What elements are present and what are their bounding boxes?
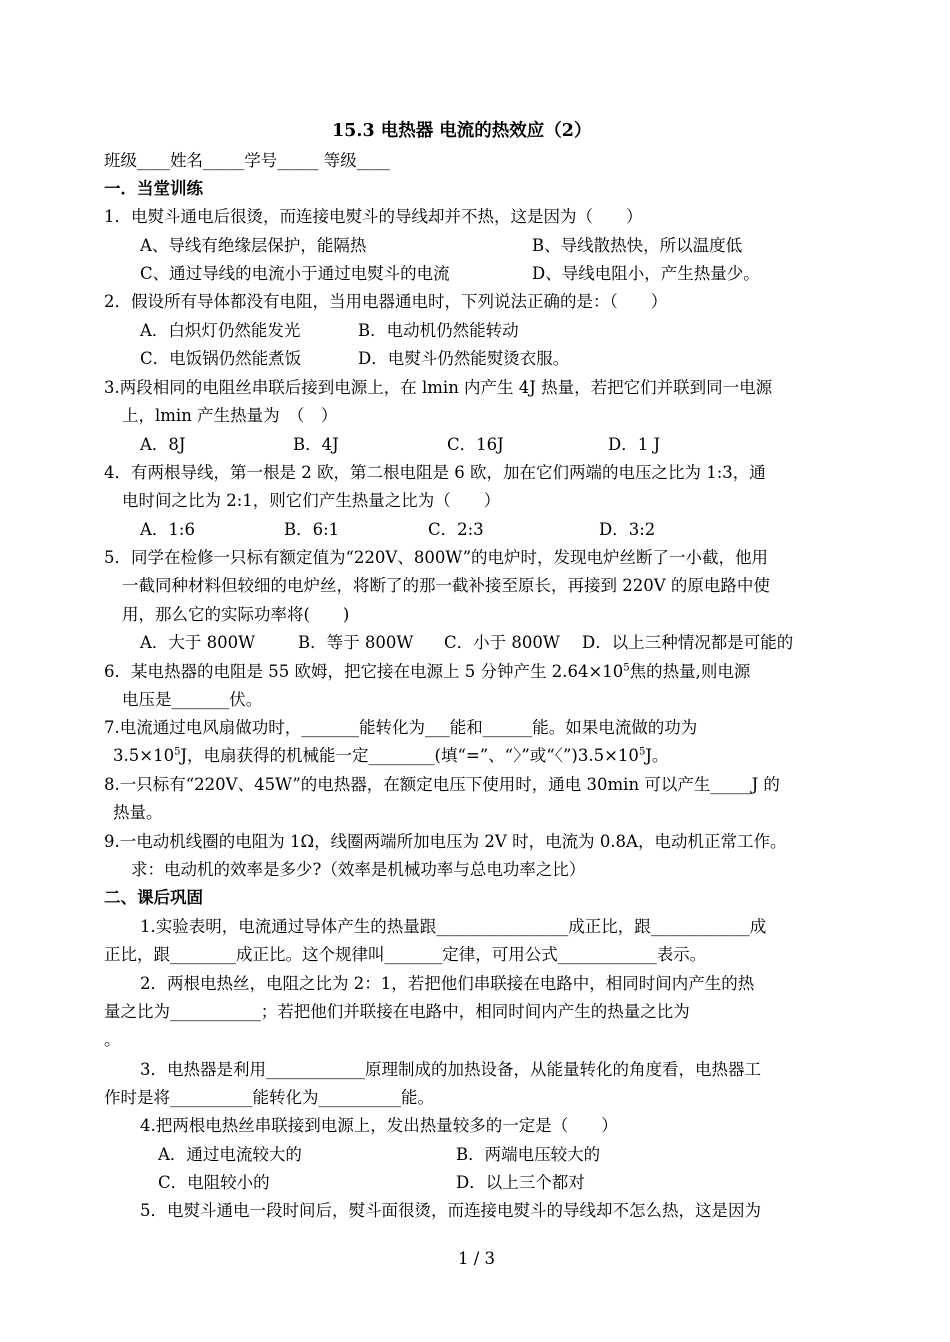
q6-line1 xyxy=(104,662,750,682)
q3-line1: 3.两段相同的电阻丝串联后接到电源上，在 lmin 内产生 4J 热量，若把它们并联到同一电源 xyxy=(104,378,773,397)
p1-line2: 正比，跟________成正比。这个规律叫_______定律，可用公式____________表示。 xyxy=(104,945,707,964)
q4-option-a: A．1:6 xyxy=(140,520,195,539)
p3-line1: 3．电热器是利用____________原理制成的加热设备，从能量转化的角度看，电热器工 xyxy=(140,1060,761,1079)
q1-option-b: B、导线散热快，所以温度低 xyxy=(532,236,743,255)
p1-line1: 1.实验表明，电流通过导体产生的热量跟________________成正比，跟____________成 xyxy=(140,917,767,936)
q2-option-d: D．电熨斗仍然能熨烫衣服。 xyxy=(358,349,570,368)
p4-option-a: A．通过电流较大的 xyxy=(158,1145,302,1164)
q3-option-c: C．16J xyxy=(447,435,504,454)
q2-option-b: B．电动机仍然能转动 xyxy=(358,321,519,340)
q6-line2: 电压是_______伏。 xyxy=(122,690,263,709)
q3-option-b: B．4J xyxy=(293,435,339,454)
q9-line1: 9.一电动机线圈的电阻为 1Ω，线圈两端所加电压为 2V 时，电流为 0.8A，电动机正常工作。 xyxy=(104,832,787,851)
q5-option-c: C．小于 800W xyxy=(444,633,560,652)
page-title: 15.3 电热器 电流的热效应（2） xyxy=(332,121,592,141)
q4-option-c: C．2:3 xyxy=(428,520,484,539)
q3-option-d: D．1 J xyxy=(608,435,661,454)
q7-line1: 7.电流通过电风扇做功时，_______能转化为___能和______能。如果电流做的功为 xyxy=(104,718,698,737)
p4-stem: 4.把两根电热丝串联接到电源上，发出热量较多的一定是（ ） xyxy=(140,1116,618,1135)
p2-line2: 量之比为___________；若把他们并联接在电路中，相同时间内产生的热量之比为 xyxy=(104,1002,690,1021)
q5-line3: 用，那么它的实际功率将( ) xyxy=(122,605,350,624)
q6-line1-text: 6．某电热器的电阻是 55 欧姆，把它接在电源上 5 分钟产生 2.64×10 xyxy=(104,662,624,681)
q1-option-d: D、导线电阻小，产生热量少。 xyxy=(532,264,760,283)
q8-line1: 8.一只标有“220V、45W”的电热器，在额定电压下使用时，通电 30min 可以产生_____J 的 xyxy=(104,775,780,794)
q4-line2: 电时间之比为 2:1，则它们产生热量之比为（ ） xyxy=(122,491,501,510)
q7-line2-text: 3.5×10 xyxy=(113,746,175,765)
q2-option-c: C．电饭锅仍然能煮饭 xyxy=(140,349,302,368)
q4-option-d: D．3:2 xyxy=(599,520,656,539)
q7-line2 xyxy=(113,746,668,766)
p4-option-d: D．以上三个都对 xyxy=(456,1173,585,1192)
q1-option-a: A、导线有绝缘层保护，能隔热 xyxy=(140,236,367,255)
q3-option-a: A．8J xyxy=(140,435,186,454)
q7-exponent-2: 5 xyxy=(638,746,646,758)
q1-option-c: C、通过导线的电流小于通过电熨斗的电流 xyxy=(140,264,450,283)
q2-option-a: A．白炽灯仍然能发光 xyxy=(140,321,301,340)
q3-line2: 上，lmin 产生热量为 （ ） xyxy=(122,406,338,425)
q4-option-b: B．6:1 xyxy=(284,520,340,539)
q5-line1: 5．同学在检修一只标有额定值为“220V、800W”的电炉时，发现电炉丝断了一小截，他用 xyxy=(104,548,769,567)
header-info-line: 班级____姓名_____学号_____ 等级____ xyxy=(104,151,390,170)
p2-line1: 2．两根电热丝，电阻之比为 2：1，若把他们串联接在电路中，相同时间内产生的热 xyxy=(140,974,755,993)
section-heading-1: 一．当堂训练 xyxy=(104,179,203,198)
p5-line1: 5．电熨斗通电一段时间后，熨斗面很烫，而连接电熨斗的导线却不怎么热，这是因为 xyxy=(140,1201,761,1220)
q4-line1: 4．有两根导线，第一根是 2 欧，第二根电阻是 6 欧，加在它们两端的电压之比为 1:3，通 xyxy=(104,463,766,482)
q6-line1-tail: 焦的热量,则电源 xyxy=(629,662,751,681)
p4-option-c: C．电阻较小的 xyxy=(158,1173,270,1192)
q7-line2-tail: J。 xyxy=(645,746,669,765)
q5-line2: 一截同种材料但较细的电炉丝，将断了的那一截补接至原长，再接到 220V 的原电路中使 xyxy=(122,576,770,595)
q7-line2-mid: J，电扇获得的机械能一定________(填“=”、“〉”或“〈”)3.5×10 xyxy=(180,746,639,765)
q7-exponent-1: 5 xyxy=(174,746,181,758)
q2-stem: 2．假设所有导体都没有电阻，当用电器通电时，下列说法正确的是：（ ） xyxy=(104,292,668,311)
q5-option-d: D．以上三种情况都是可能的 xyxy=(582,633,794,652)
p4-option-b: B．两端电压较大的 xyxy=(456,1145,601,1164)
q6-exponent: 5 xyxy=(623,662,630,674)
p2-line3: 。 xyxy=(104,1030,121,1049)
page-number: 1 / 3 xyxy=(458,1249,496,1268)
q5-option-a: A．大于 800W xyxy=(140,633,256,652)
q1-stem: 1．电熨斗通电后很烫，而连接电熨斗的导线却并不热，这是因为（ ） xyxy=(104,207,643,226)
q9-line2: 求：电动机的效率是多少?（效率是机械功率与总电功率之比） xyxy=(131,860,586,879)
p3-line2: 作时是将__________能转化为__________能。 xyxy=(104,1088,434,1107)
q8-line2: 热量。 xyxy=(113,803,163,822)
q5-option-b: B．等于 800W xyxy=(298,633,414,652)
section-heading-2: 二、课后巩固 xyxy=(104,888,203,907)
